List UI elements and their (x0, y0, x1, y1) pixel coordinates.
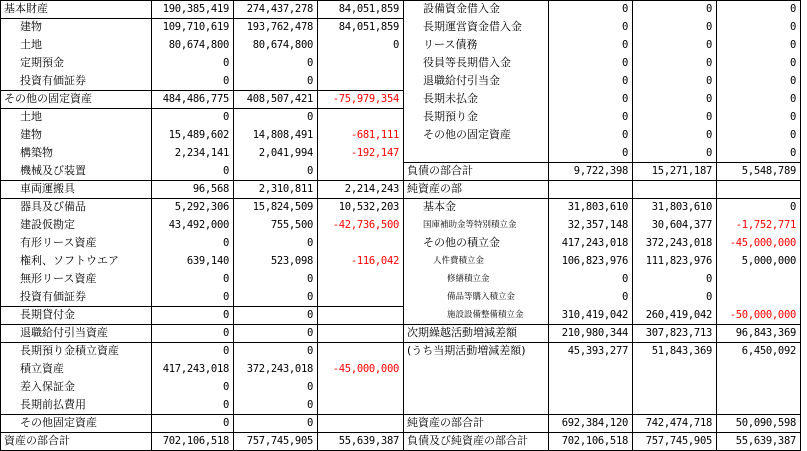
right-row-value-2: 0 (705, 39, 712, 51)
left-row-value-1: 0 (222, 273, 229, 285)
right-row-value-3: 0 (789, 75, 796, 87)
grid-vline (317, 0, 318, 450)
right-row-value-3: 6,450,092 (741, 345, 796, 357)
left-row-label: 無形リース資産 (20, 272, 97, 285)
left-row-label: 投資有価証券 (20, 290, 86, 303)
left-row-value-3 (317, 396, 399, 414)
right-row-label: リース債務 (423, 38, 478, 51)
left-row-value-3: 84,051,859 (338, 3, 399, 15)
left-row-label: 退職給付引当資産 (20, 326, 108, 339)
left-row-value-1: 96,568 (192, 183, 229, 195)
right-row-label (407, 378, 546, 396)
left-row-label: 長期貸付金 (20, 308, 75, 321)
right-row-label: 退職給付引当金 (423, 74, 500, 87)
grid-hline (0, 0, 801, 1)
left-row-value-2: 2,310,811 (258, 183, 313, 195)
right-row-value-2: 30,604,377 (651, 219, 712, 231)
left-row-value-3 (317, 342, 399, 360)
right-row-value-2: 0 (705, 111, 712, 123)
left-row-value-2: 757,745,905 (246, 435, 313, 447)
right-row-value-1: 0 (621, 111, 628, 123)
grid-vline (0, 0, 1, 450)
left-row-value-2: 0 (306, 327, 313, 339)
right-row-value-2: 742,474,718 (645, 417, 712, 429)
grid-hline (0, 414, 403, 415)
left-row-value-2: 0 (306, 273, 313, 285)
right-row-value-2: 15,271,187 (651, 165, 712, 177)
right-row-value-1: 0 (621, 129, 628, 141)
right-row-label: 国庫補助金等特別積立金 (423, 220, 517, 230)
left-row-value-1: 0 (222, 399, 229, 411)
left-row-value-1: 190,385,419 (162, 3, 229, 15)
right-row-value-2: 0 (705, 75, 712, 87)
grid-hline (0, 432, 403, 433)
left-row-value-2: 408,507,421 (246, 93, 313, 105)
right-row-label: (うち当期活動増減差額) (407, 344, 526, 357)
left-row-label: 有形リース資産 (20, 236, 97, 249)
right-row-value-2 (632, 180, 712, 198)
left-row-value-3 (317, 270, 399, 288)
left-row-value-2: 0 (306, 399, 313, 411)
left-row-value-2: 80,674,800 (252, 39, 313, 51)
left-row-value-3: -45,000,000 (332, 363, 399, 375)
left-row-value-1: 0 (222, 57, 229, 69)
left-row-value-2: 0 (306, 381, 313, 393)
right-row-value-3: -45,000,000 (729, 237, 796, 249)
left-row-label: 車両運搬具 (20, 182, 75, 195)
right-row-label: 修繕積立金 (447, 274, 490, 284)
right-row-value-2 (632, 360, 712, 378)
left-row-label: 器具及び備品 (20, 200, 86, 213)
left-row-value-3 (317, 54, 399, 72)
right-row-label: その他の固定資産 (423, 128, 511, 141)
right-row-value-2: 0 (705, 291, 712, 303)
right-row-label: 長期運営資金借入金 (423, 20, 522, 33)
grid-vline (233, 0, 234, 450)
right-row-value-3: 5,548,789 (741, 165, 796, 177)
left-row-value-3: 0 (392, 39, 399, 51)
right-row-value-2: 0 (705, 57, 712, 69)
right-row-value-1: 0 (621, 93, 628, 105)
left-row-label: 長期預り金積立資産 (20, 344, 119, 357)
left-row-value-3: 84,051,859 (338, 21, 399, 33)
right-row-value-1: 0 (621, 39, 628, 51)
left-row-label: 積立資産 (20, 362, 64, 375)
right-row-label (407, 396, 546, 414)
right-row-label: 負債の部合計 (407, 164, 473, 177)
right-row-value-2 (632, 396, 712, 414)
right-row-value-3: 50,090,598 (735, 417, 796, 429)
left-row-value-2: 0 (306, 75, 313, 87)
grid-hline (403, 432, 801, 433)
left-row-value-2: 274,437,278 (246, 3, 313, 15)
right-row-value-3: 0 (789, 21, 796, 33)
left-row-value-2: 0 (306, 309, 313, 321)
grid-hline (0, 90, 403, 91)
right-row-value-2: 111,823,976 (645, 255, 712, 267)
left-row-value-3 (317, 108, 399, 126)
left-row-value-2: 0 (306, 291, 313, 303)
right-row-value-3: 96,843,369 (735, 327, 796, 339)
grid-vline (800, 0, 801, 450)
right-row-value-2: 0 (705, 93, 712, 105)
right-row-value-2: 0 (705, 3, 712, 15)
right-row-value-3: 0 (789, 3, 796, 15)
right-row-value-2: 307,823,713 (645, 327, 712, 339)
grid-vline (403, 0, 404, 450)
left-row-value-3 (317, 324, 399, 342)
left-row-value-3 (317, 306, 399, 324)
grid-vline (716, 0, 717, 450)
right-row-label (407, 360, 546, 378)
left-row-value-1: 5,292,306 (174, 201, 229, 213)
right-row-label (423, 144, 546, 162)
left-row-value-1: 43,492,000 (168, 219, 229, 231)
right-row-value-1 (548, 180, 628, 198)
left-row-value-1: 0 (222, 75, 229, 87)
right-row-value-2: 757,745,905 (645, 435, 712, 447)
right-row-value-3 (716, 396, 796, 414)
right-row-value-2: 51,843,369 (651, 345, 712, 357)
right-row-label: 長期預り金 (423, 110, 478, 123)
left-row-value-1: 15,489,602 (168, 129, 229, 141)
left-row-label: 構築物 (20, 146, 53, 159)
left-row-value-1: 80,674,800 (168, 39, 229, 51)
right-row-value-2: 0 (705, 147, 712, 159)
left-row-value-2: 755,500 (270, 219, 313, 231)
right-row-value-1: 45,393,277 (567, 345, 628, 357)
right-row-value-3 (716, 378, 796, 396)
left-row-value-3 (317, 234, 399, 252)
left-row-value-2: 2,041,994 (258, 147, 313, 159)
right-row-value-3: 0 (789, 93, 796, 105)
left-row-value-3: 55,639,387 (338, 435, 399, 447)
left-row-value-1: 484,486,775 (162, 93, 229, 105)
left-row-value-2: 14,808,491 (252, 129, 313, 141)
left-row-label: 長期前払費用 (20, 398, 86, 411)
right-row-value-1: 106,823,976 (561, 255, 628, 267)
right-row-value-1: 0 (621, 3, 628, 15)
left-row-label: 資産の部合計 (4, 434, 70, 447)
grid-hline (0, 306, 403, 307)
left-row-value-1: 0 (222, 381, 229, 393)
right-row-value-1: 31,803,610 (567, 201, 628, 213)
right-row-value-1: 702,106,518 (561, 435, 628, 447)
grid-hline (403, 414, 801, 415)
right-row-value-2: 0 (705, 21, 712, 33)
right-row-label: 次期繰越活動増減差額 (407, 326, 517, 339)
left-row-value-1: 0 (222, 417, 229, 429)
left-row-value-3: -75,979,354 (332, 93, 399, 105)
left-row-value-2: 193,762,478 (246, 21, 313, 33)
grid-vline (548, 0, 549, 450)
left-row-value-2: 0 (306, 57, 313, 69)
left-row-label: 建設仮勘定 (20, 218, 75, 231)
left-row-label: 建物 (20, 128, 42, 141)
left-row-value-1: 2,234,141 (174, 147, 229, 159)
left-row-label: 土地 (20, 38, 42, 51)
right-row-value-3: 55,639,387 (735, 435, 796, 447)
right-row-value-1 (548, 396, 628, 414)
right-row-label: 施設設備整備積立金 (447, 310, 524, 320)
right-row-value-3: 0 (789, 201, 796, 213)
left-row-value-1: 0 (222, 111, 229, 123)
grid-hline (403, 324, 801, 325)
left-row-value-2: 523,098 (270, 255, 313, 267)
left-row-label: 差入保証金 (20, 380, 75, 393)
grid-hline (403, 162, 801, 163)
grid-vline (151, 0, 152, 450)
left-row-value-3: -681,111 (350, 129, 399, 141)
left-row-value-1: 0 (222, 291, 229, 303)
right-row-value-2 (632, 378, 712, 396)
grid-hline (0, 198, 403, 199)
left-row-value-2: 0 (306, 111, 313, 123)
right-row-value-1: 0 (621, 21, 628, 33)
right-row-label: 負債及び純資産の部合計 (407, 434, 528, 447)
left-row-value-2: 372,243,018 (246, 363, 313, 375)
grid-hline (403, 180, 801, 181)
left-row-value-3: -116,042 (350, 255, 399, 267)
right-row-value-1: 0 (621, 57, 628, 69)
left-row-value-3 (317, 414, 399, 432)
right-row-value-1 (548, 360, 628, 378)
right-row-value-2: 0 (705, 129, 712, 141)
grid-hline (403, 342, 801, 343)
grid-hline (0, 324, 403, 325)
left-row-value-2: 15,824,509 (252, 201, 313, 213)
right-row-label: その他の積立金 (423, 236, 500, 249)
left-row-value-3 (317, 72, 399, 90)
left-row-label: その他固定資産 (20, 416, 97, 429)
right-row-value-2: 260,419,042 (645, 309, 712, 321)
left-row-label: 基本財産 (4, 2, 48, 15)
right-row-value-1: 417,243,018 (561, 237, 628, 249)
left-row-value-3: 2,214,243 (344, 183, 399, 195)
left-row-value-3 (317, 378, 399, 396)
left-row-value-2: 0 (306, 345, 313, 357)
left-row-label: 定期預金 (20, 56, 64, 69)
right-row-value-3 (716, 288, 796, 306)
grid-hline (0, 180, 403, 181)
right-row-value-1: 0 (621, 75, 628, 87)
grid-hline (0, 108, 403, 109)
left-row-label: 機械及び装置 (20, 164, 86, 177)
right-row-value-3: 0 (789, 129, 796, 141)
right-row-label: 役員等長期借入金 (423, 56, 511, 69)
left-row-value-1: 109,710,619 (162, 21, 229, 33)
right-row-label: 純資産の部合計 (407, 416, 484, 429)
left-row-value-2: 0 (306, 237, 313, 249)
right-row-value-1: 310,419,042 (561, 309, 628, 321)
left-row-value-3: -192,147 (350, 147, 399, 159)
left-row-value-3 (317, 288, 399, 306)
right-row-value-1: 9,722,398 (573, 165, 628, 177)
left-row-value-1: 417,243,018 (162, 363, 229, 375)
left-row-value-2: 0 (306, 417, 313, 429)
right-row-value-1: 0 (621, 291, 628, 303)
right-row-value-3: 0 (789, 57, 796, 69)
right-row-value-3: 0 (789, 147, 796, 159)
left-row-label: 建物 (20, 20, 42, 33)
right-row-value-1: 210,980,344 (561, 327, 628, 339)
grid-hline (0, 342, 403, 343)
left-row-value-1: 0 (222, 237, 229, 249)
left-row-value-1: 639,140 (186, 255, 229, 267)
right-row-value-1: 0 (621, 147, 628, 159)
right-row-label: 長期未払金 (423, 92, 478, 105)
right-row-value-3: -50,000,000 (729, 309, 796, 321)
right-row-value-3 (716, 180, 796, 198)
left-row-value-1: 702,106,518 (162, 435, 229, 447)
right-row-value-2: 0 (705, 273, 712, 285)
right-row-value-1 (548, 378, 628, 396)
left-row-label: 土地 (20, 110, 42, 123)
right-row-value-1: 0 (621, 273, 628, 285)
left-row-label: 投資有価証券 (20, 74, 86, 87)
right-row-value-3: -1,752,771 (735, 219, 796, 231)
right-row-value-3: 0 (789, 39, 796, 51)
left-row-value-3: 10,532,203 (338, 201, 399, 213)
right-row-label: 純資産の部 (407, 182, 462, 195)
right-row-label: 設備資金借入金 (423, 2, 500, 15)
right-row-value-3: 5,000,000 (741, 255, 796, 267)
left-row-label: 権利、ソフトウエア (20, 254, 119, 267)
left-row-value-1: 0 (222, 309, 229, 321)
right-row-value-2: 372,243,018 (645, 237, 712, 249)
right-row-label: 備品等購入積立金 (447, 292, 516, 302)
left-row-value-1: 0 (222, 327, 229, 339)
left-row-value-1: 0 (222, 165, 229, 177)
right-row-label: 人件費積立金 (433, 256, 485, 266)
left-row-value-1: 0 (222, 345, 229, 357)
right-row-value-3: 0 (789, 111, 796, 123)
grid-hline (403, 198, 801, 199)
right-row-value-1: 32,357,148 (567, 219, 628, 231)
left-row-value-3 (317, 162, 399, 180)
left-row-label: その他の固定資産 (4, 92, 92, 105)
right-row-value-1: 692,384,120 (561, 417, 628, 429)
right-row-value-3 (716, 270, 796, 288)
grid-hline (0, 18, 403, 19)
right-row-value-2: 31,803,610 (651, 201, 712, 213)
left-row-value-3: -42,736,500 (332, 219, 399, 231)
grid-vline (632, 0, 633, 450)
right-row-value-3 (716, 360, 796, 378)
left-row-value-2: 0 (306, 165, 313, 177)
right-row-label: 基本金 (423, 200, 456, 213)
